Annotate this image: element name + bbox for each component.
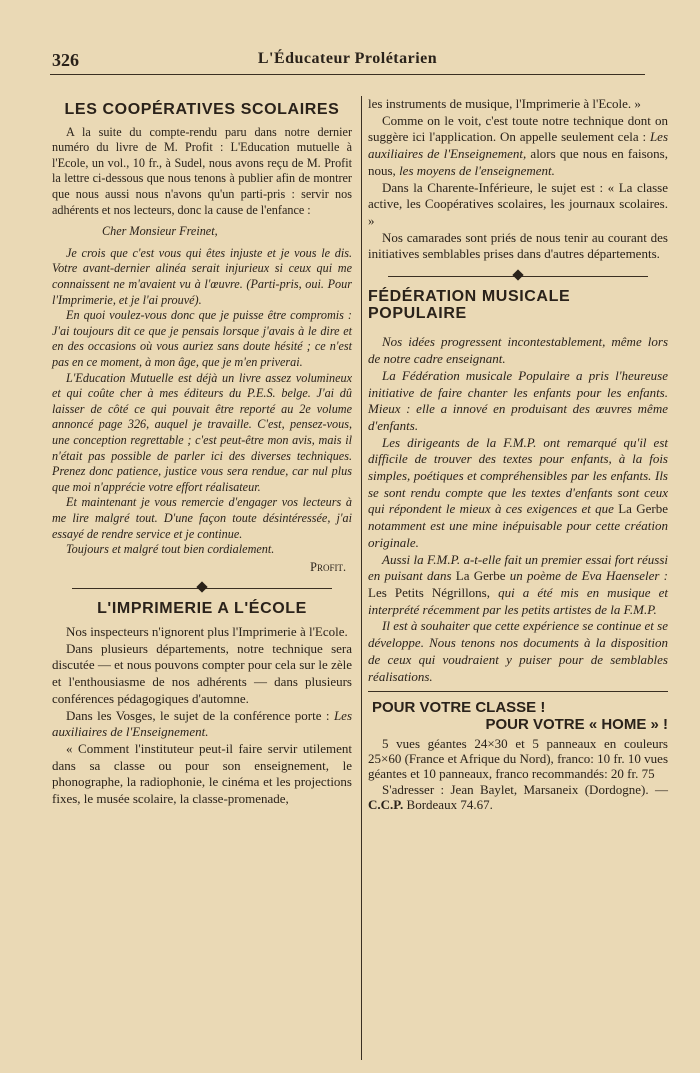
fmp-paragraph: Il est à souhaiter que cette expérience se continue et se développe. Nous tenons nos documents à la disposition de ceux qui voudraient y puiser pour de semblables réalisations. xyxy=(368,618,668,684)
continued-paragraph: Nos camarades sont priés de nous tenir au courant des initiatives semblables prises dans d'autres départements. xyxy=(368,229,668,262)
column-rule xyxy=(361,96,362,1060)
journal-title: L'Éducateur Prolétarien xyxy=(257,50,438,67)
right-column xyxy=(368,96,668,813)
continued-paragraph: les instruments de musique, l'Imprimerie à l'Ecole. » xyxy=(368,96,641,111)
ad-address: S'adresser : Jean Baylet, Marsaneix (Dordogne). — C.C.P. Bordeaux 74.67. xyxy=(368,781,668,813)
cooperatives-intro: A la suite du compte-rendu paru dans notre dernier numéro du livre de M. Profit : L'Education mutuelle à l'Ecole, un vol., 10 fr., à Sudel, nous avons reçu de M. Profit la lettre ci-dessous que nous tenons à publier afin de montrer que nous aussi nous n'avons qu'un parti-pris : servir nos adhérents et nos lecteurs, donc la cause de l'enfance : xyxy=(52,124,352,217)
ad-title-classe: POUR VOTRE CLASSE ! xyxy=(372,699,546,717)
continued-paragraph: Comme on le voit, c'est toute notre technique dont on suggère ici l'application. On appelle seulement cela : Les auxiliaires de l'Enseignement, alors que nous en faisons, nous, les moyens de l'enseignement. xyxy=(368,112,668,178)
section-divider xyxy=(72,581,332,595)
imprimerie-paragraph: Nos inspecteurs n'ignorent plus l'Imprimerie à l'Ecole. xyxy=(66,624,348,640)
article-title-imprimerie: L'IMPRIMERIE A L'ÉCOLE xyxy=(97,600,307,618)
fmp-paragraph: La Fédération musicale Populaire a pris l'heureuse initiative de faire chanter les enfants pour les enfants. Mieux : elle a innové en produisant des œuvres même d'enfants. xyxy=(368,367,668,433)
letter-paragraph: Et maintenant je vous remercie d'engager vos lecteurs à me lire malgré tout. D'une façon toute désintéressée, j'ai essayé de rendre service et je continue. xyxy=(52,495,352,541)
ad-title-home: POUR VOTRE « HOME » ! xyxy=(485,715,668,733)
letter-paragraph: L'Education Mutuelle est déjà un livre assez volumineux et qui coûte cher à mes éditeurs du P.E.S. belge. J'ai dû laisser de côté ce qui pouvait être reporté au 2e volume annoncé page 326, auquel je travaille. C'est, pensez-vous, une conception regrettable ; c'est peut-être mon avis, mais il n'était pas possible de parler ici des diverses techniques. Prenez donc patience, justice vous sera rendue, car nul plus que moi n'apprécie votre effort réalisateur. xyxy=(52,370,352,494)
left-column xyxy=(52,96,352,808)
letter-paragraph: En quoi voulez-vous donc que je puisse être compromis : J'ai toujours dit ce que je pensais lorsque j'avais à le dire et en des occasions où vous auriez sans doute hésité ; ce n'est pas en ce moment, à mon âge, que je m'en priverai. xyxy=(52,308,352,370)
letter-signature: Profit. xyxy=(310,559,346,574)
ad-rule xyxy=(368,691,668,692)
fmp-paragraph: Nos idées progressent incontestablement, même lors de notre cadre enseignant. xyxy=(368,334,668,367)
fmp-paragraph: Aussi la F.M.P. a-t-elle fait un premier essai fort réussi en puisant dans La Gerbe un poème de Eva Haenseler : Les Petits Négrillons, qui a été mis en musique et interprété récemment par les petits artistes de la F.M.P. xyxy=(368,551,669,617)
article-title-fmp: FÉDÉRATION MUSICALE POPULAIRE xyxy=(368,288,571,322)
page-number: 326 xyxy=(52,50,79,70)
article-title-cooperatives: LES COOPÉRATIVES SCOLAIRES xyxy=(64,101,340,118)
fmp-paragraph: Les dirigeants de la F.M.P. ont remarqué qu'il est difficile de trouver des textes pour enfants, à la fois simples, poétiques et compréhensibles par les enfants. Ils se sont rendu compte que les textes d'enfants sont ceux qui répondent le mieux à ces exigences et que La Gerbe notamment est une mine inépuisable pour cette création originale. xyxy=(368,434,668,550)
letter-paragraph: Je crois que c'est vous qui êtes injuste et je vous le dis. Votre avant-dernier alinéa serait injurieux si ceux qui me connaissent ne m'avaient vu à l'œuvre. (Parti-pris, oui. Pour l'Imprimerie, et je l'ai prouvé). xyxy=(52,245,352,307)
imprimerie-paragraph: Dans les Vosges, le sujet de la conférence porte : Les auxiliaires de l'Enseignement. xyxy=(52,707,352,740)
continued-paragraph: Dans la Charente-Inférieure, le sujet est : « La classe active, les Coopératives scolaires, les journaux scolaires. » xyxy=(368,179,668,228)
ad-text: 5 vues géantes 24×30 et 5 panneaux en couleurs 25×60 (France et Afrique du Nord), franco: 10 fr. 10 vues géantes et 10 panneaux, franco recommandés: 20 fr. 75 xyxy=(368,735,668,782)
imprimerie-paragraph: Dans plusieurs départements, notre technique sera discutée — et nous pouvons compter pour cela sur le zèle et l'enthousiasme de nos adhérents — dans plusieurs conférences pédagogiques d'automne. xyxy=(52,640,352,706)
letter-closing: Toujours et malgré tout bien cordialement. xyxy=(66,542,275,557)
letter-salutation: Cher Monsieur Freinet, xyxy=(102,224,218,239)
section-divider xyxy=(388,269,648,283)
page-header xyxy=(50,48,645,75)
advertisement xyxy=(368,700,668,812)
imprimerie-paragraph: « Comment l'instituteur peut-il faire servir utilement dans sa classe ou pour son enseignement, le phonographe, la radiophonie, le cinéma et les projections fixes, le musée scolaire, la classe-promenade, xyxy=(52,740,352,807)
